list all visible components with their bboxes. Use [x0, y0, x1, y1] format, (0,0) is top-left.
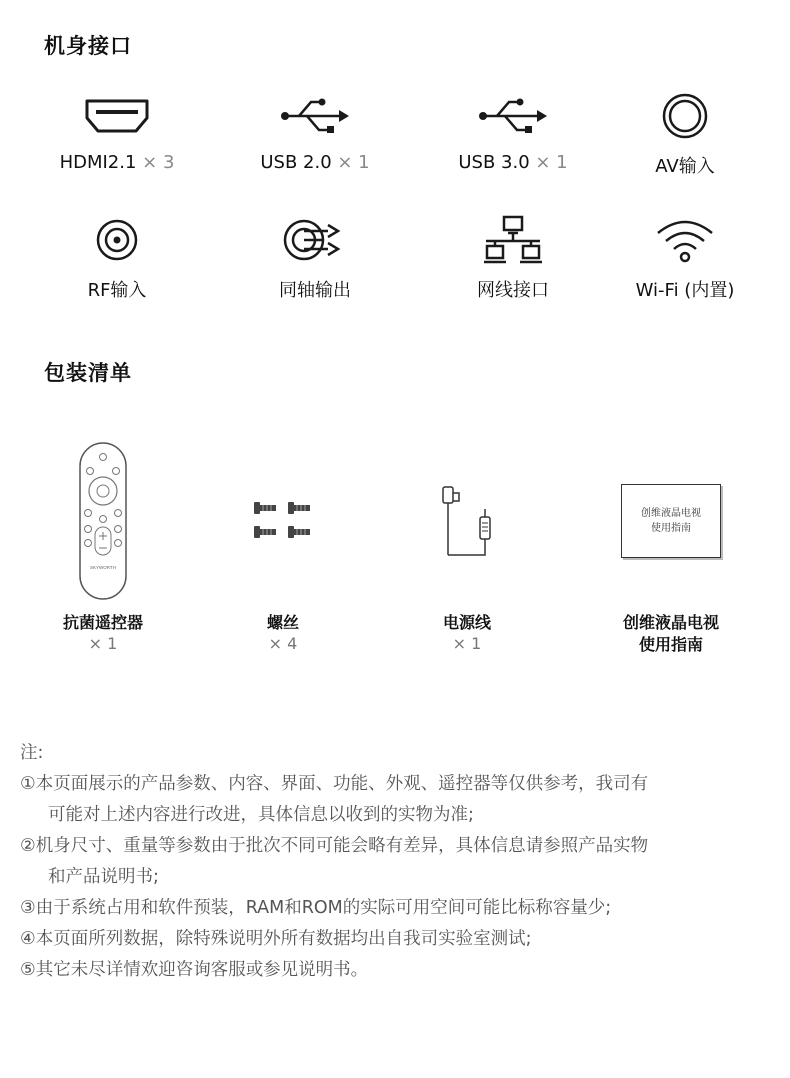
av-jack-icon [661, 92, 709, 140]
note-line: 和产品说明书; [48, 867, 159, 887]
manual-cover-line1: 创维液晶电视 [641, 508, 701, 519]
package-item-power-cord [372, 436, 562, 654]
notes-heading: 注: [20, 743, 44, 763]
package-item-qty: × 1 [452, 634, 482, 653]
note-line: ⑤其它未尽详情欢迎咨询客服或参见说明书。 [20, 960, 369, 980]
port-label: USB 3.0 [458, 152, 530, 173]
port-label: USB 2.0 [260, 152, 332, 173]
remote-control-icon [78, 441, 128, 601]
remote-brand-text: SKYWORTH [90, 565, 116, 570]
note-line: ②机身尺寸、重量等参数由于批次不同可能会略有差异，具体信息请参照产品实物 [20, 836, 649, 856]
package-item-name: 抗菌遥控器 [62, 613, 143, 632]
notes [20, 738, 770, 986]
package-title: 包装清单 [44, 361, 132, 385]
port-count: × 1 [337, 152, 370, 173]
port-label: RF输入 [87, 280, 147, 301]
port-usb3 [418, 86, 608, 173]
port-label: HDMI2.1 [59, 152, 137, 173]
manual-icon [621, 484, 721, 558]
note-line: ①本页面展示的产品参数、内容、界面、功能、外观、遥控器等仅供参考，我司有 [20, 774, 649, 794]
note-line: 可能对上述内容进行改进，具体信息以收到的实物为准; [48, 805, 474, 825]
port-count: × 3 [142, 152, 175, 173]
hdmi-port-icon [84, 98, 150, 134]
note-line: ③由于系统占用和软件预装，RAM和ROM的实际可用空间可能比标称容量少; [20, 898, 612, 918]
package-item-name: 电源线 [442, 613, 491, 632]
usb-icon [477, 96, 549, 136]
screws-icon [248, 496, 318, 546]
note-line: ④本页面所列数据，除特殊说明外所有数据均出自我司实验室测试; [20, 929, 532, 949]
port-label: Wi-Fi (内置) [635, 280, 735, 301]
interfaces-title: 机身接口 [44, 34, 132, 58]
port-av [590, 86, 780, 178]
package-item-screws [188, 436, 378, 654]
port-usb2 [220, 86, 410, 173]
port-label: AV输入 [655, 156, 715, 177]
power-cord-icon [437, 481, 497, 561]
port-hdmi [22, 86, 212, 173]
package-item-qty: × 1 [88, 634, 118, 653]
port-label: 网线接口 [477, 280, 549, 301]
port-label: 同轴输出 [279, 280, 351, 301]
package-item-remote [8, 436, 198, 654]
manual-cover-line2: 使用指南 [651, 523, 691, 534]
port-count: × 1 [535, 152, 568, 173]
ethernet-icon [482, 214, 544, 266]
port-ethernet [418, 210, 608, 302]
usb-icon [279, 96, 351, 136]
package-item-manual [576, 436, 766, 656]
package-item-name: 螺丝 [266, 613, 299, 632]
package-item-name-line2: 使用指南 [638, 635, 703, 654]
port-rf [22, 210, 212, 302]
port-coaxial [220, 210, 410, 302]
rf-jack-icon [95, 218, 139, 262]
coaxial-icon [282, 217, 348, 263]
port-wifi [590, 210, 780, 302]
package-item-qty: × 4 [268, 634, 298, 653]
package-item-name: 创维液晶电视 [622, 613, 719, 632]
wifi-icon [655, 217, 715, 263]
